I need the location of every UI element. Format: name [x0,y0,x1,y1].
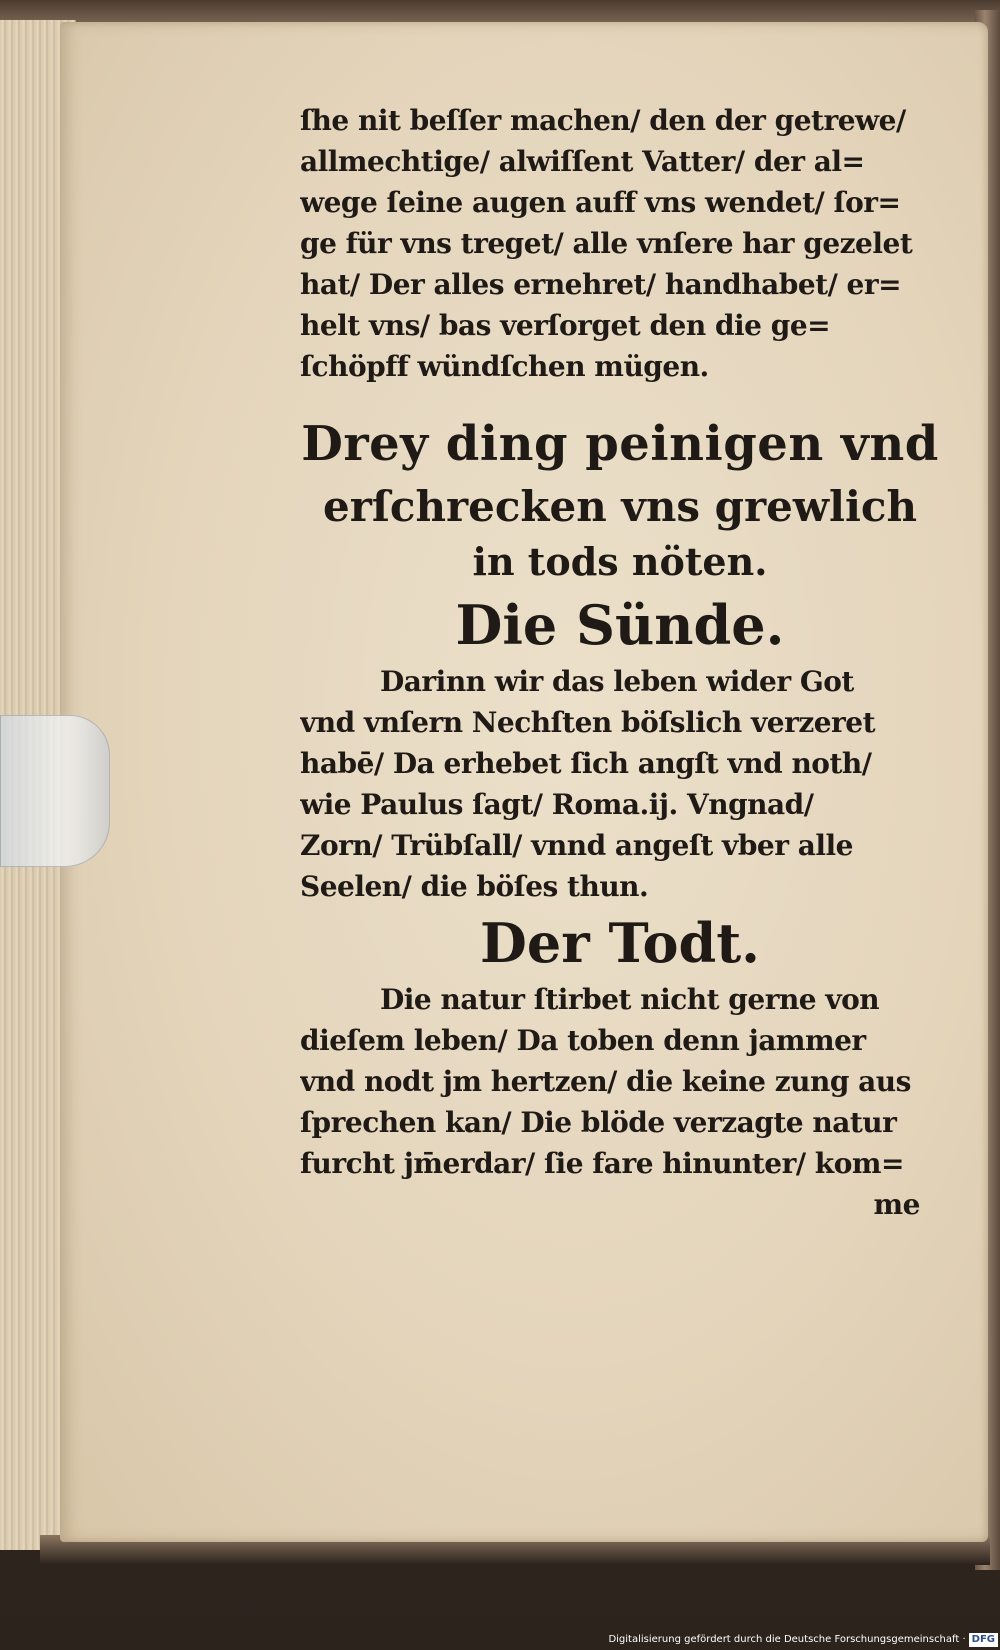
text-line: Die natur ſtirbet nicht gerne von [380,983,880,1016]
text-line: Seelen/ die böſes thun. [300,870,649,903]
text-line: hat/ Der alles ernehret/ handhabet/ er= [300,268,902,301]
text-line: vnd vnſern Nechſten böſslich verzeret [300,706,876,739]
text-line: ſchöpff wündſchen mügen. [300,350,709,383]
text-line: dieſem leben/ Da toben denn jammer [300,1024,866,1057]
section-title-todt: Der Todt. [480,911,760,975]
text-line: wie Paulus ſagt/ Roma.ij. Vngnad/ [300,788,814,821]
page-clip [0,715,110,867]
text-line: Darinn wir das leben wider Got [380,665,854,698]
text-line: wege ſeine augen auff vns wendet/ ſor= [300,186,901,219]
chapter-heading-line: in tods nöten. [472,539,768,584]
dfg-logo: DFG [969,1633,998,1647]
page-text [300,100,940,1225]
book-cover-top [0,0,1000,24]
text-line: helt vns/ bas verſorget den die ge= [300,309,831,342]
text-line: ſprechen kan/ Die blöde verzagte natur [300,1106,897,1139]
chapter-heading-line: erſchrecken vns grewlich [322,482,918,531]
section-title-suende: Die Sünde. [455,593,785,657]
text-line: ge für vns treget/ alle vnſere har gezelet [300,227,913,260]
text-line: ſhe nit beſſer machen/ den der getrewe/ [300,104,906,137]
credit-text: Digitalisierung gefördert durch die Deutsche Forschungsgemeinschaft · [608,1634,966,1645]
text-line: habē/ Da erhebet ſich angſt vnd noth/ [300,747,872,780]
catchword: me [873,1188,920,1221]
chapter-heading-line: Drey ding peinigen vnd [301,416,939,472]
text-line: Zorn/ Trübſall/ vnnd angeſt vber alle [300,829,853,862]
digitization-credit [600,1632,998,1648]
text-line: vnd nodt jm hertzen/ die keine zung aus [300,1065,911,1098]
text-line: allmechtige/ alwiſſent Vatter/ der al= [300,145,865,178]
text-line: furcht jm̄erdar/ ſie fare hinunter/ kom= [300,1147,904,1180]
